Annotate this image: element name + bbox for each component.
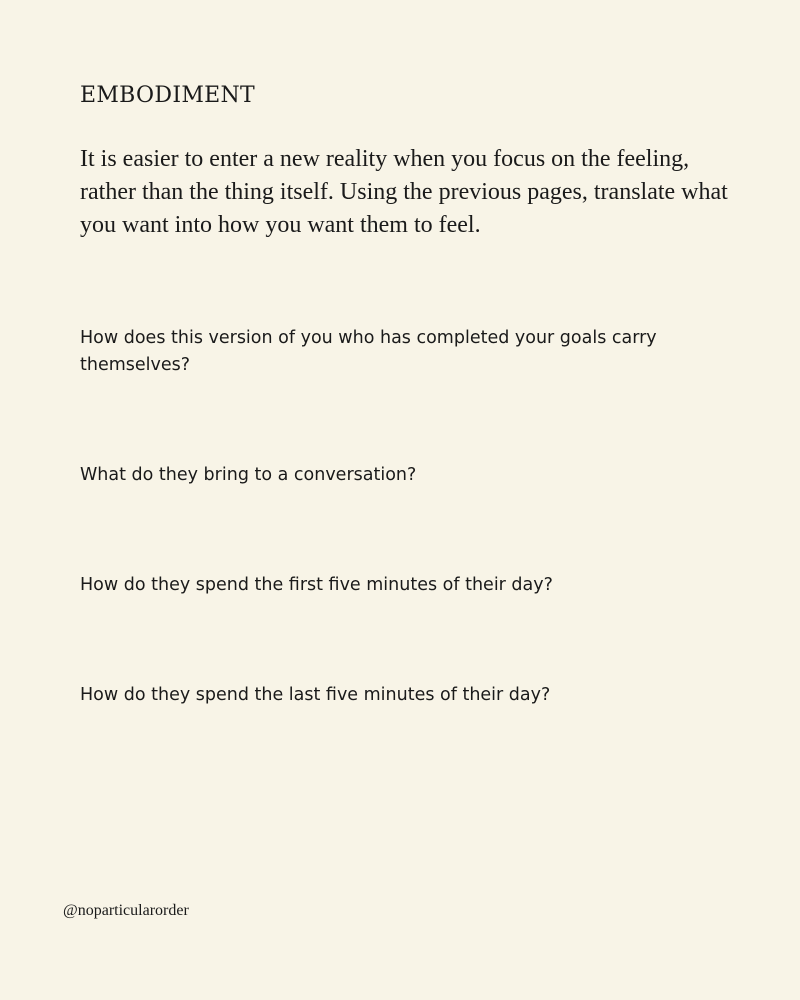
question-3: How do they spend the first five minutes of their day? [80, 575, 553, 595]
page-title: EMBODIMENT [80, 83, 256, 108]
question-4: How do they spend the last five minutes of their day? [80, 685, 551, 705]
question-1: How does this version of you who has completed your goals carry themselves? [80, 328, 657, 375]
author-handle: @noparticularorder [63, 902, 189, 919]
question-2: What do they bring to a conversation? [80, 465, 417, 485]
intro-paragraph: It is easier to enter a new reality when you focus on the feeling, rather than the thing itself. Using the previous pages, translate what you want into how you want them to feel. [80, 146, 728, 238]
